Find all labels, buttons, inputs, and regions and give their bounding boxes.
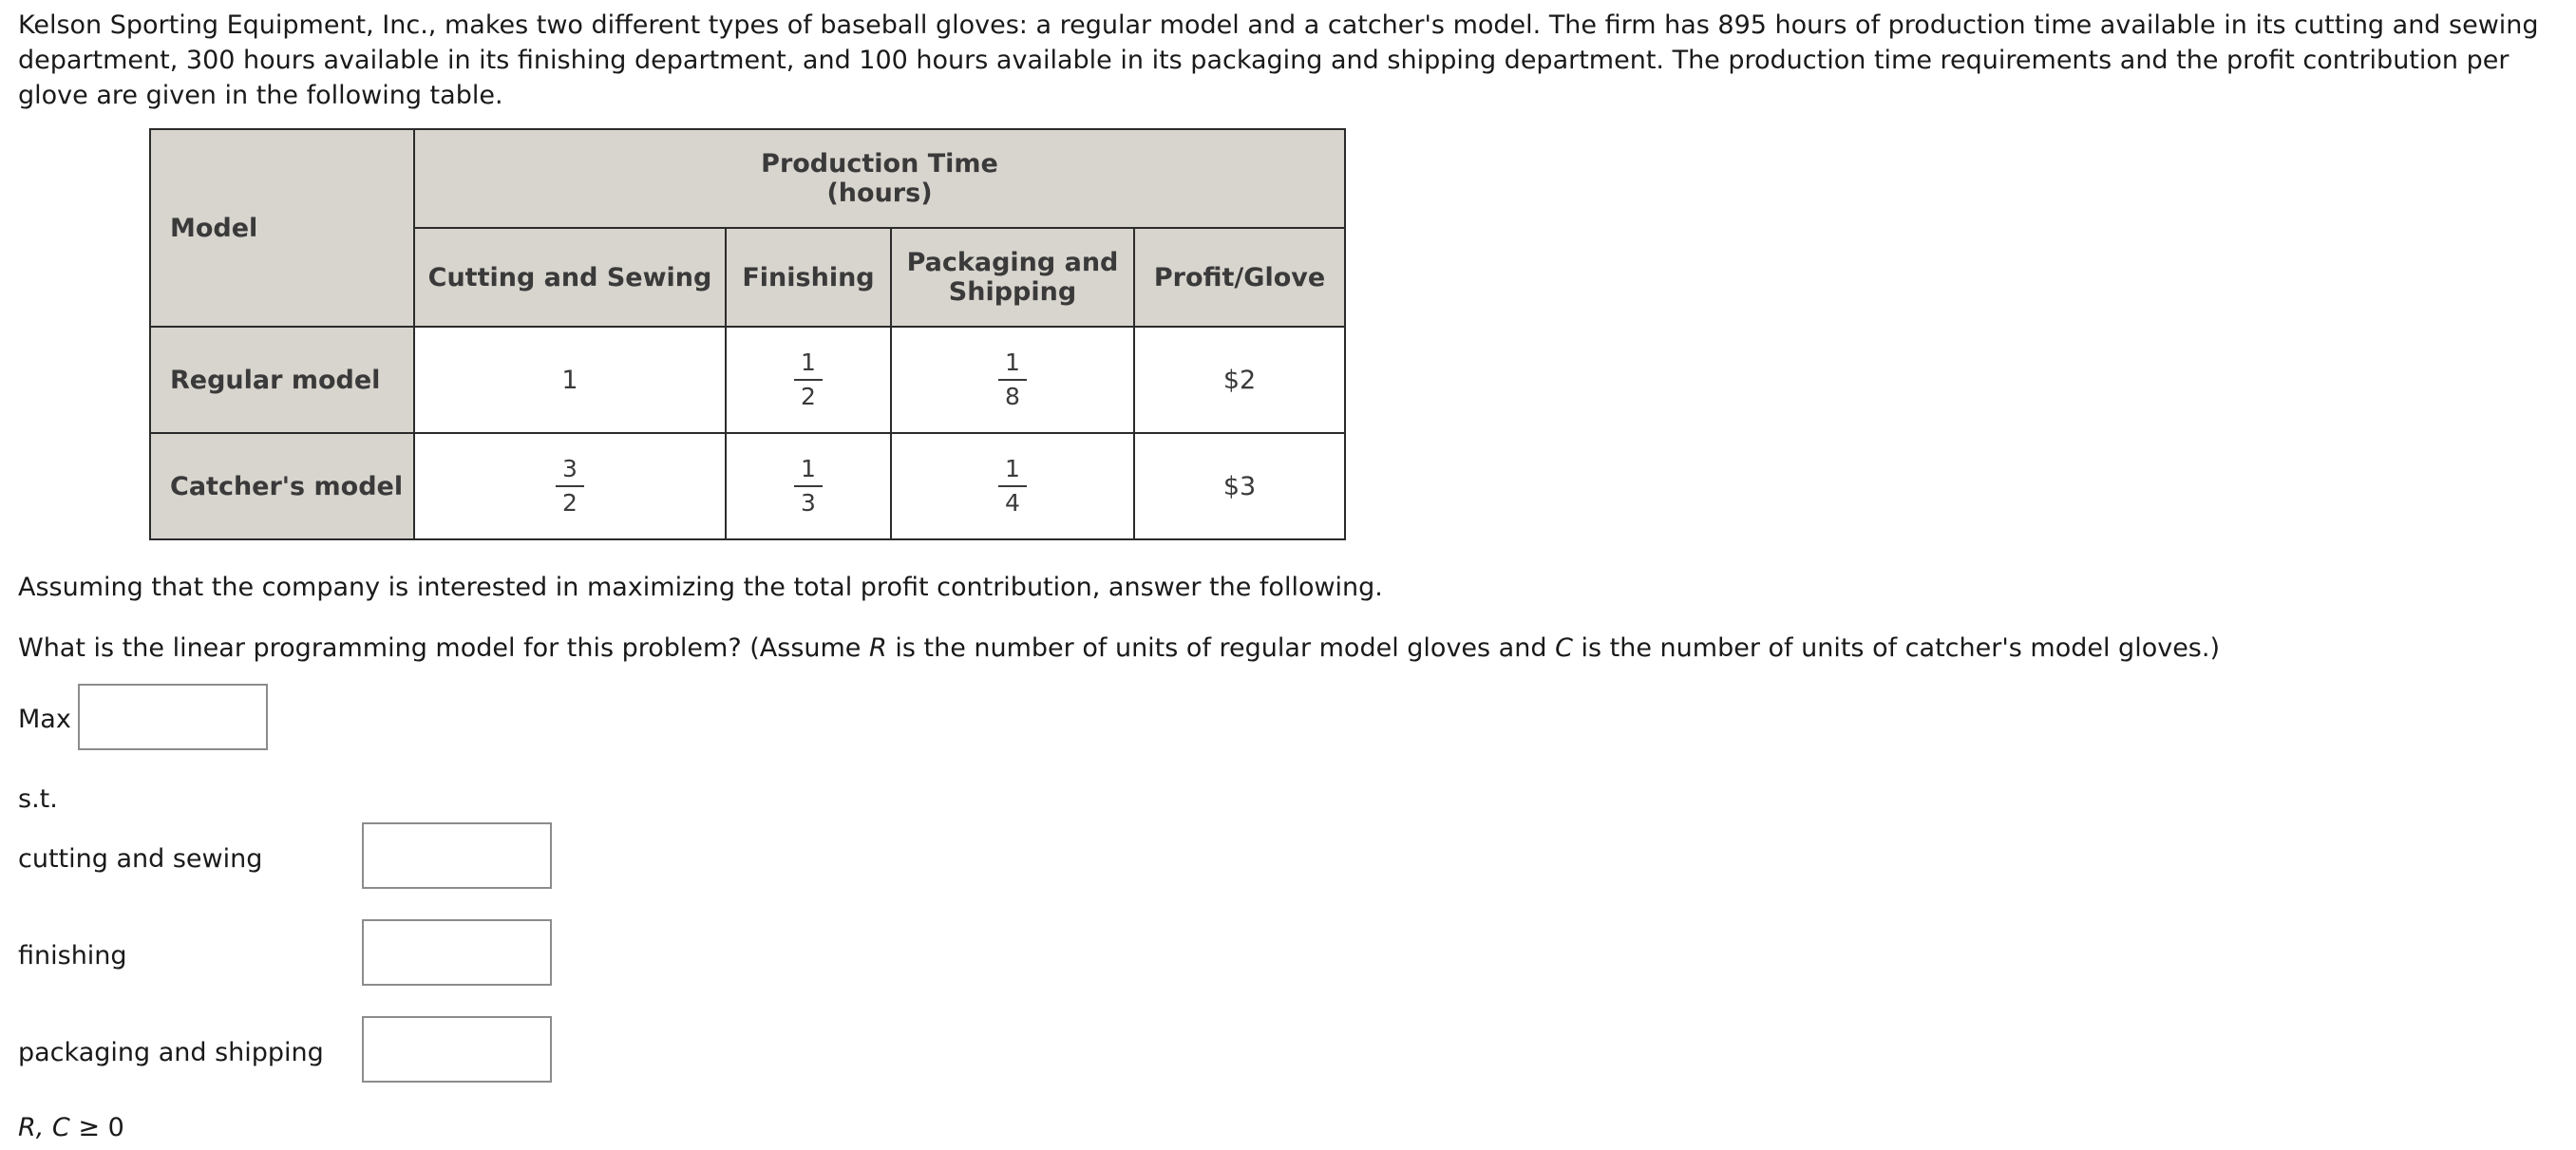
denominator: 4 <box>1005 489 1020 517</box>
production-time-line1: Production Time <box>761 149 998 179</box>
fraction <box>794 456 823 517</box>
max-label: Max <box>18 705 71 734</box>
denominator: 8 <box>1005 383 1020 410</box>
fraction-bar <box>794 485 823 487</box>
nonneg-relation: ≥ 0 <box>78 1113 124 1142</box>
regular-packaging <box>891 327 1134 433</box>
col-packaging-line1: Packaging and <box>906 248 1119 277</box>
var-c: C <box>1555 633 1573 663</box>
regular-profit: $2 <box>1134 327 1345 433</box>
lp-prefix: What is the linear programming model for this problem? (Assume <box>18 633 869 663</box>
col-packaging-line2: Shipping <box>948 277 1077 307</box>
numerator: 1 <box>801 349 816 376</box>
denominator: 3 <box>801 489 816 517</box>
fraction-bar <box>556 485 584 487</box>
finishing-label: finishing <box>18 941 127 971</box>
production-table <box>149 128 1346 540</box>
var-r: R <box>869 633 887 663</box>
packaging-shipping-input[interactable] <box>362 1016 552 1083</box>
catcher-finishing <box>726 433 891 539</box>
assume-text: Assuming that the company is interested in maximizing the total profit contribution, answer the following. <box>18 573 1383 602</box>
catcher-packaging <box>891 433 1134 539</box>
fraction-bar <box>794 379 823 381</box>
cutting-sewing-input[interactable] <box>362 822 552 889</box>
fraction <box>998 349 1027 410</box>
packaging-shipping-label: packaging and shipping <box>18 1038 324 1067</box>
catcher-profit: $3 <box>1134 433 1345 539</box>
regular-finishing <box>726 327 891 433</box>
production-time-line2: (hours) <box>826 179 933 208</box>
st-label: s.t. <box>18 784 58 814</box>
model-header: Model <box>150 129 414 327</box>
table-row-regular <box>150 327 1345 433</box>
cutting-sewing-label: cutting and sewing <box>18 844 263 874</box>
lp-mid: is the number of units of regular model gloves and <box>886 633 1556 663</box>
intro-paragraph: Kelson Sporting Equipment, Inc., makes two different types of baseball gloves: a regular model and a catcher's model. The firm has 895 hours of production time available in its cutting and sewing department, 300 hours available in its finishing department, and 100 hours available in its packaging and shipping department. The production time requirements and the profit contribution per glove are given in the following table. <box>18 10 2539 110</box>
numerator: 1 <box>1005 455 1020 482</box>
row-label-catcher: Catcher's model <box>150 433 414 539</box>
denominator: 2 <box>801 383 816 410</box>
fraction-bar <box>998 485 1027 487</box>
row-label-regular: Regular model <box>150 327 414 433</box>
numerator: 1 <box>1005 349 1020 376</box>
catcher-cutting <box>414 433 726 539</box>
fraction-bar <box>998 379 1027 381</box>
problem-statement <box>18 8 2564 113</box>
fraction <box>556 456 584 517</box>
lp-question <box>18 633 2220 663</box>
nonnegativity-constraint <box>18 1113 124 1142</box>
finishing-input[interactable] <box>362 919 552 986</box>
denominator: 2 <box>562 489 578 517</box>
regular-cutting: 1 <box>414 327 726 433</box>
nonneg-vars: R, C <box>18 1113 70 1142</box>
table-row-catcher <box>150 433 1345 539</box>
col-packaging-shipping <box>891 228 1134 327</box>
fraction <box>794 349 823 410</box>
numerator: 1 <box>801 455 816 482</box>
col-profit-glove: Profit/Glove <box>1134 228 1345 327</box>
numerator: 3 <box>562 455 578 482</box>
table-header-row-1 <box>150 129 1345 228</box>
max-objective-input[interactable] <box>78 684 268 750</box>
col-cutting-sewing: Cutting and Sewing <box>414 228 726 327</box>
fraction <box>998 456 1027 517</box>
col-finishing: Finishing <box>726 228 891 327</box>
lp-suffix: is the number of units of catcher's model gloves.) <box>1572 633 2220 663</box>
production-time-header <box>414 129 1345 228</box>
